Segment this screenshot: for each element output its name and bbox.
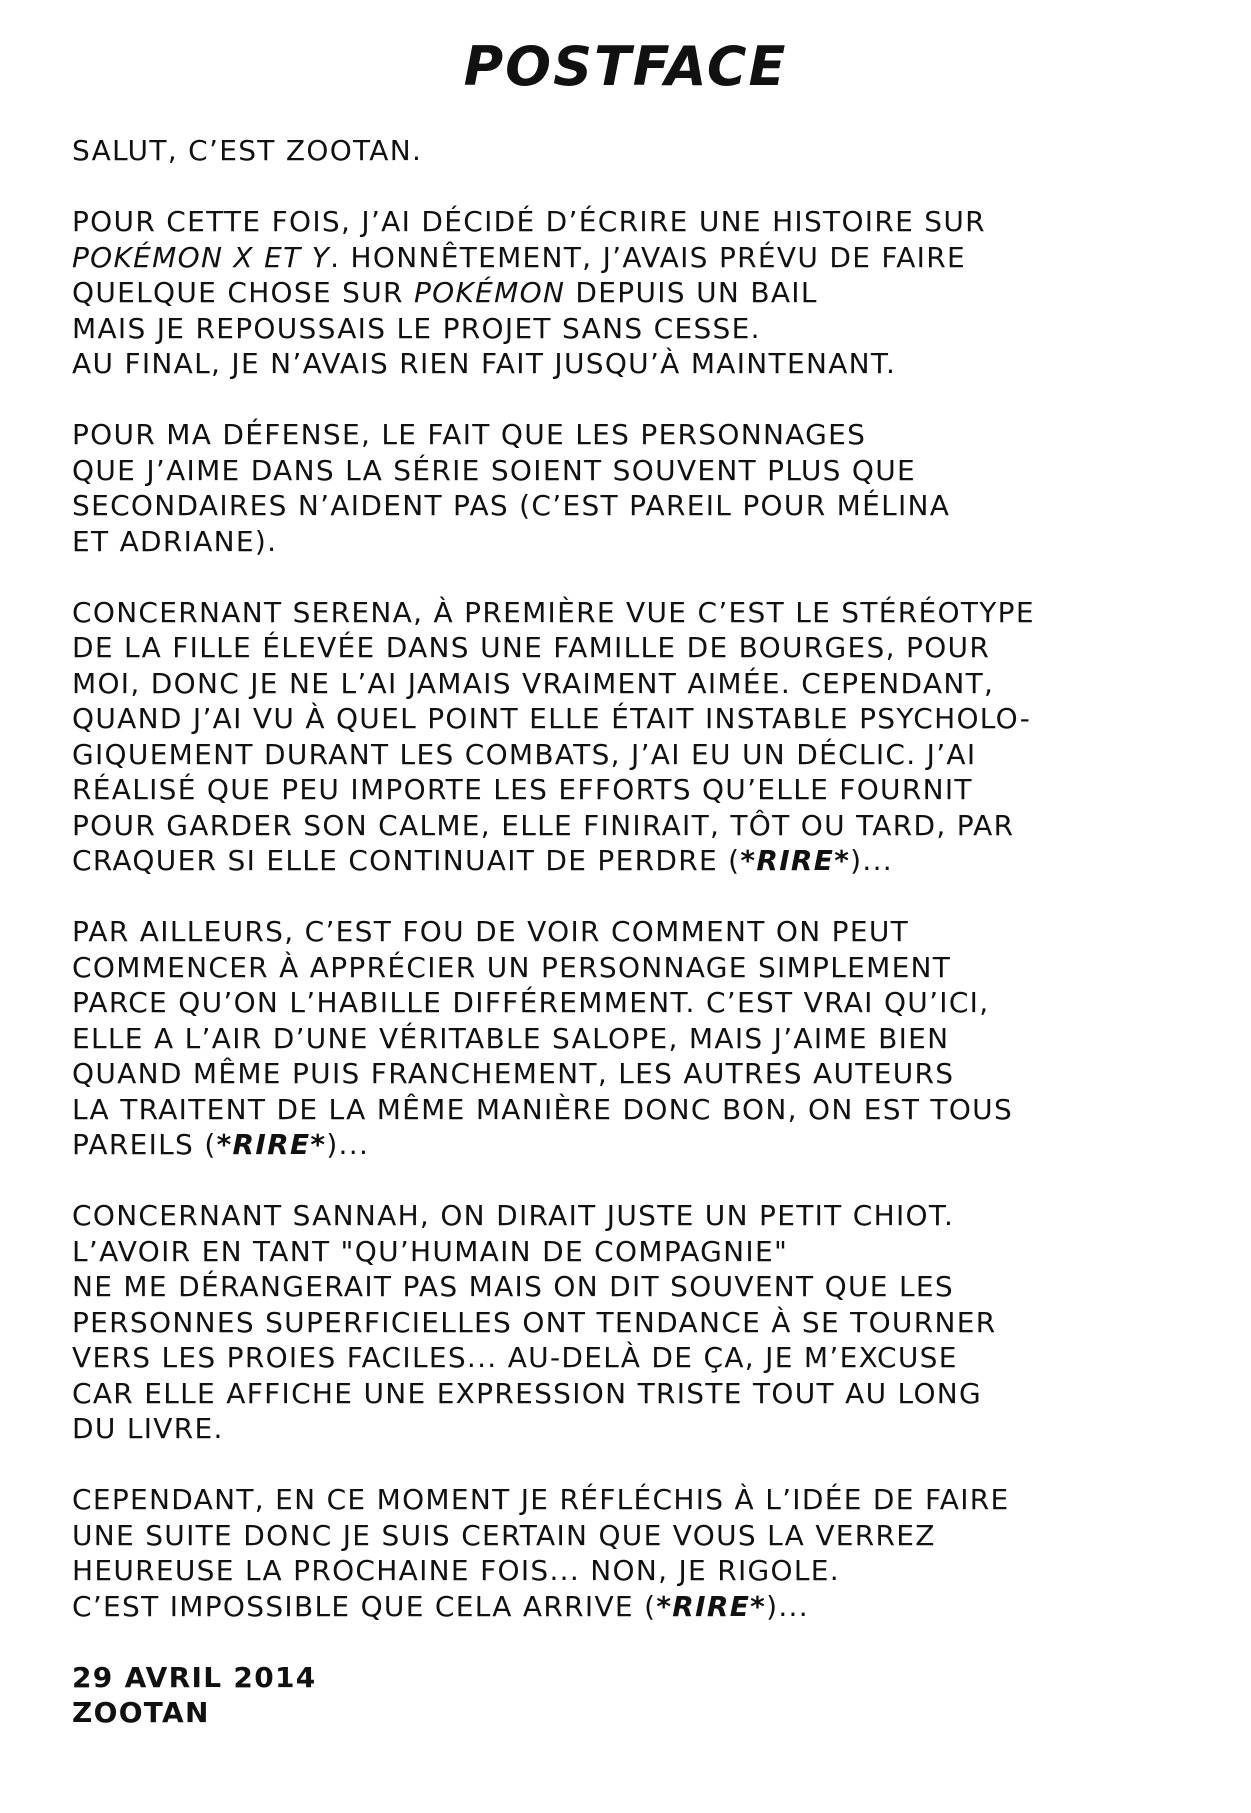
paragraph-line: AU FINAL, JE N’AVAIS RIEN FAIT JUSQU’À MAINTENANT.	[72, 347, 897, 380]
line-text: C’EST IMPOSSIBLE QUE CELA ARRIVE (	[72, 1589, 657, 1623]
paragraph-line: SECONDAIRES N’AIDENT PAS (C’EST PAREIL POUR MÉLINA	[72, 489, 951, 522]
paragraph-line: QUE J’AIME DANS LA SÉRIE SOIENT SOUVENT PLUS QUE	[72, 453, 917, 487]
paragraph-3	[72, 595, 1212, 879]
paragraph-line: COMMENCER À APPRÉCIER UN PERSONNAGE SIMPLEMENT	[72, 950, 952, 984]
page-title: POSTFACE	[463, 35, 788, 98]
paragraph-line: QUAND MÊME PUIS FRANCHEMENT, LES AUTRES AUTEURS	[72, 1057, 955, 1090]
game-title-text: POKÉMON X ET Y	[72, 240, 331, 274]
paragraph-line: CONCERNANT SANNAH, ON DIRAIT JUSTE UN PETIT CHIOT.	[72, 1199, 955, 1232]
paragraph-line: MOI, DONC JE NE L’AI JAMAIS VRAIMENT AIMÉE. CEPENDANT,	[72, 666, 995, 700]
paragraph-line: ET ADRIANE).	[72, 524, 278, 558]
paragraph-line	[72, 240, 1212, 276]
paragraph-line: CAR ELLE AFFICHE UNE EXPRESSION TRISTE TOUT AU LONG	[72, 1376, 983, 1410]
paragraph-line	[72, 275, 1212, 311]
paragraph-line: DU LIVRE.	[72, 1412, 224, 1445]
line-text: QUELQUE CHOSE SUR	[72, 276, 414, 309]
line-text: )...	[326, 1128, 370, 1161]
paragraph-line	[72, 1127, 1212, 1163]
line-text: DEPUIS UN BAIL	[565, 276, 818, 309]
paragraph-line: MAIS JE REPOUSSAIS LE PROJET SANS CESSE.	[72, 311, 761, 345]
signature-date: 29 AVRIL 2014	[72, 1660, 317, 1694]
greeting-line: SALUT, C’EST ZOOTAN.	[72, 134, 423, 167]
paragraph-1	[72, 204, 1212, 382]
paragraph-line: CONCERNANT SERENA, À PREMIÈRE VUE C’EST LE STÉRÉOTYPE	[72, 595, 1035, 629]
paragraph-line: POUR CETTE FOIS, J’AI DÉCIDÉ D’ÉCRIRE UNE HISTOIRE SUR	[72, 205, 986, 238]
laugh-text: *RIRE*	[656, 1589, 767, 1623]
paragraph-line: ELLE A L’AIR D’UNE VÉRITABLE SALOPE, MAIS J’AIME BIEN	[72, 1021, 950, 1055]
paragraph-5	[72, 1198, 1212, 1447]
paragraph-line: CEPENDANT, EN CE MOMENT JE RÉFLÉCHIS À L’IDÉE DE FAIRE	[72, 1483, 1010, 1516]
paragraph-line	[72, 843, 1212, 879]
laugh-text: *RIRE*	[740, 844, 851, 877]
paragraph-4	[72, 914, 1212, 1163]
line-text: PAREILS (	[72, 1128, 217, 1161]
greeting-paragraph	[72, 133, 1212, 169]
paragraph-line: UNE SUITE DONC JE SUIS CERTAIN QUE VOUS LA VERREZ	[72, 1518, 936, 1552]
paragraph-line: PAR AILLEURS, C’EST FOU DE VOIR COMMENT ON PEUT	[72, 915, 910, 948]
paragraph-line: QUAND J’AI VU À QUEL POINT ELLE ÉTAIT INSTABLE PSYCHOLO-	[72, 702, 1032, 735]
paragraph-line: POUR MA DÉFENSE, LE FAIT QUE LES PERSONNAGES	[72, 418, 867, 451]
signature-name: ZOOTAN	[72, 1696, 210, 1729]
paragraph-line: DE LA FILLE ÉLEVÉE DANS UNE FAMILLE DE BOURGES, POUR	[72, 631, 991, 664]
paragraph-6	[72, 1482, 1212, 1624]
paragraph-line: PERSONNES SUPERFICIELLES ONT TENDANCE À SE TOURNER	[72, 1305, 997, 1339]
paragraph-line: VERS LES PROIES FACILES... AU-DELÀ DE ÇA, JE M’EXCUSE	[72, 1341, 958, 1374]
paragraph-line: RÉALISÉ QUE PEU IMPORTE LES EFFORTS QU’ELLE FOURNIT	[72, 773, 973, 806]
paragraph-line	[72, 1589, 1212, 1625]
paragraph-line: LA TRAITENT DE LA MÊME MANIÈRE DONC BON, ON EST TOUS	[72, 1092, 1014, 1126]
postface-body	[72, 133, 1212, 1766]
line-text: . HONNÊTEMENT, J’AVAIS PRÉVU DE FAIRE	[330, 240, 966, 274]
paragraph-line: POUR GARDER SON CALME, ELLE FINIRAIT, TÔT OU TARD, PAR	[72, 808, 1015, 842]
paragraph-line: NE ME DÉRANGERAIT PAS MAIS ON DIT SOUVENT QUE LES	[72, 1270, 954, 1303]
game-title-text: POKÉMON	[413, 276, 566, 309]
line-text: )...	[766, 1589, 809, 1623]
line-text: CRAQUER SI ELLE CONTINUAIT DE PERDRE (	[72, 844, 741, 877]
laugh-text: *RIRE*	[216, 1128, 327, 1161]
line-text: )...	[850, 844, 893, 877]
paragraph-line: L’AVOIR EN TANT "QU’HUMAIN DE COMPAGNIE"	[72, 1234, 789, 1268]
paragraph-2	[72, 417, 1212, 559]
signature-block	[72, 1660, 1212, 1731]
paragraph-line: HEUREUSE LA PROCHAINE FOIS... NON, JE RIGOLE.	[72, 1554, 840, 1587]
paragraph-line: GIQUEMENT DURANT LES COMBATS, J’AI EU UN DÉCLIC. J’AI	[72, 737, 977, 771]
paragraph-line: PARCE QU’ON L’HABILLE DIFFÉREMMENT. C’EST VRAI QU’ICI,	[72, 986, 990, 1019]
